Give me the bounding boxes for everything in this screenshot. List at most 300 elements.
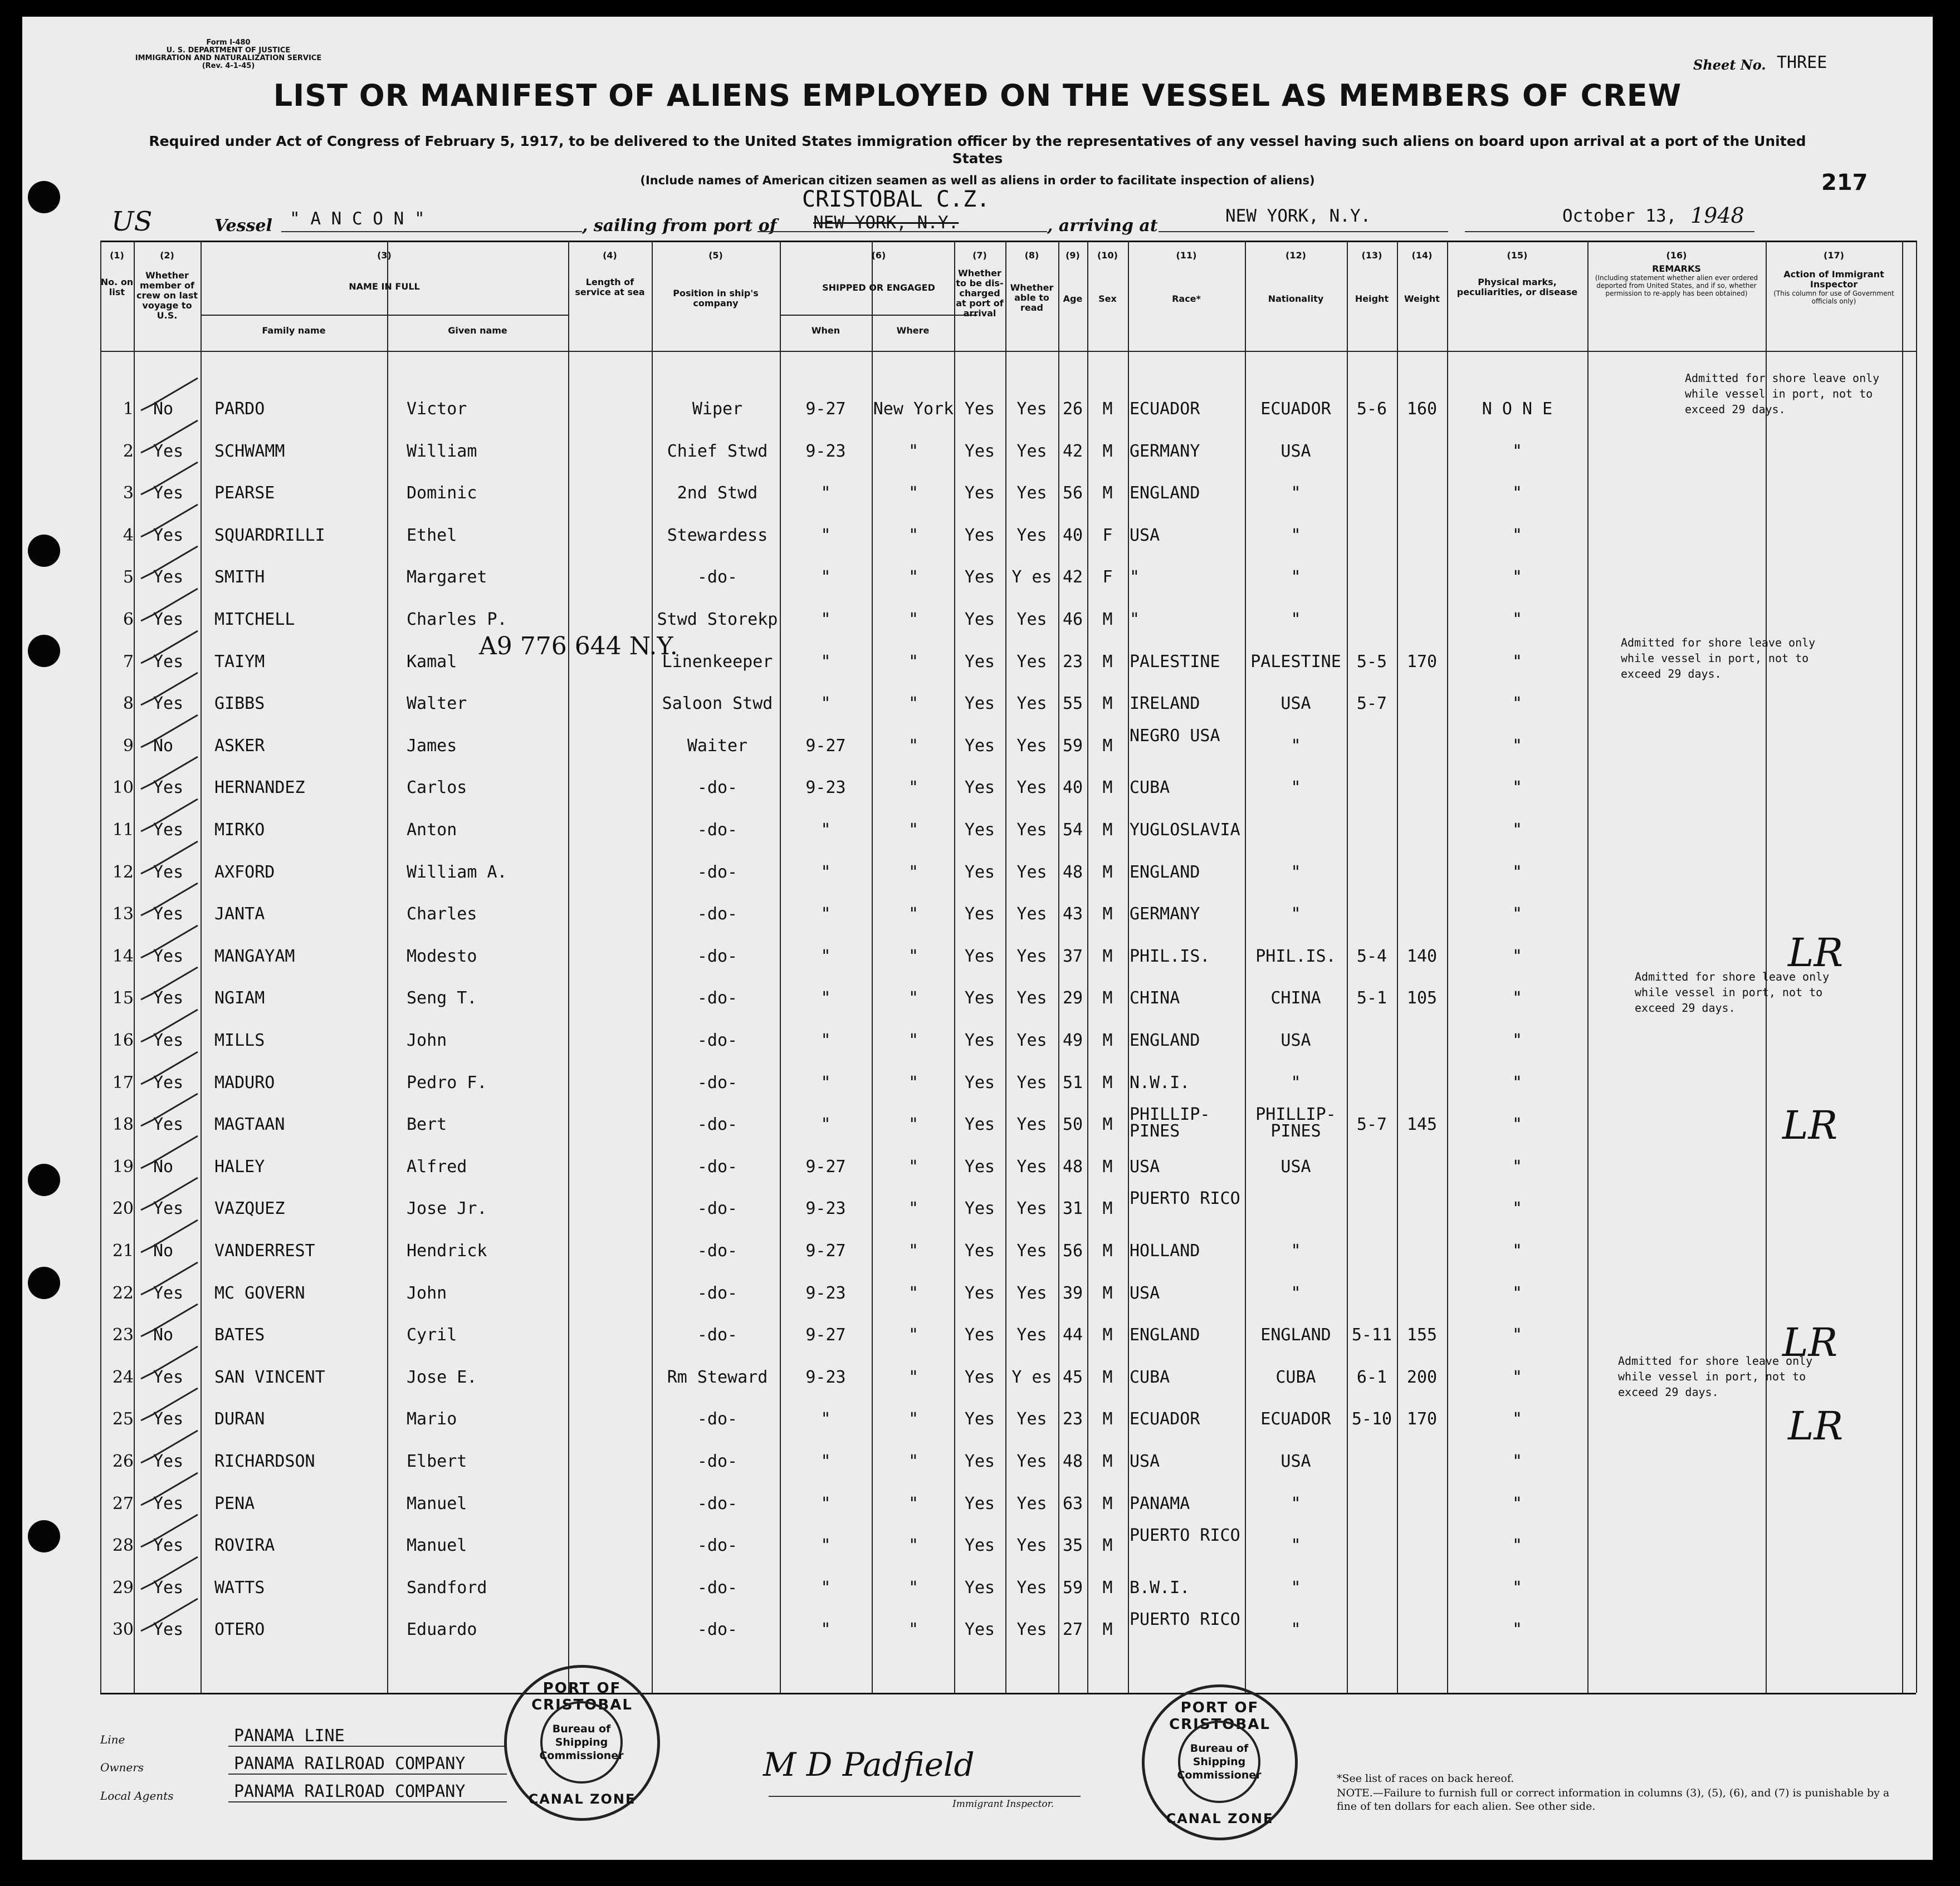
sex-cell: M <box>1102 483 1113 503</box>
prev-voyage-cell: Yes <box>153 1536 184 1556</box>
able-to-read-cell: Yes <box>1016 1241 1047 1261</box>
discharged-cell: Yes <box>964 1536 995 1556</box>
prev-voyage-cell: Yes <box>153 1493 184 1513</box>
punch-hole <box>28 635 60 667</box>
family-name-cell: MC GOVERN <box>214 1283 305 1303</box>
nationality-cell: USA <box>1280 1452 1311 1471</box>
check-mark <box>136 881 203 920</box>
col-header-where: Where <box>896 325 930 336</box>
shipped-when-cell: " <box>820 988 831 1008</box>
sex-cell: M <box>1102 1072 1113 1093</box>
position-cell: Saloon Stwd <box>662 694 773 714</box>
row-number: 26 <box>112 1452 134 1471</box>
physical-marks-cell: " <box>1512 820 1523 840</box>
age-cell: 35 <box>1062 1536 1083 1556</box>
position-cell: -do- <box>697 1409 738 1429</box>
family-name-cell: RICHARDSON <box>214 1452 315 1471</box>
shipped-when-cell: 9-23 <box>805 1367 846 1387</box>
able-to-read-cell: Yes <box>1016 1199 1047 1219</box>
row-number: 14 <box>112 946 134 966</box>
sailing-port-handwritten: CRISTOBAL C.Z. <box>802 187 990 212</box>
given-name-cell: Eduardo <box>407 1620 477 1640</box>
prev-voyage-cell: Yes <box>153 1283 184 1303</box>
shipped-where-cell: " <box>908 1072 919 1093</box>
shipped-when-cell: " <box>820 1409 831 1429</box>
physical-marks-cell: " <box>1512 651 1523 672</box>
position-cell: -do- <box>697 1493 738 1513</box>
discharged-cell: Yes <box>964 567 995 587</box>
family-name-cell: PEARSE <box>214 483 275 503</box>
sex-cell: M <box>1102 988 1113 1008</box>
race-cell: IRELAND <box>1130 694 1200 714</box>
col-header-position: (5) Position in ship's company <box>673 250 759 308</box>
weight-cell: 160 <box>1406 399 1438 419</box>
shipped-where-cell: " <box>908 610 919 629</box>
age-cell: 46 <box>1062 610 1083 629</box>
sex-cell: M <box>1102 1367 1113 1387</box>
age-cell: 26 <box>1062 399 1083 419</box>
row-number: 2 <box>123 441 134 461</box>
nationality-cell: " <box>1291 1072 1301 1093</box>
prev-voyage-cell: Yes <box>153 1620 184 1640</box>
weight-cell: 145 <box>1406 1115 1438 1135</box>
weight-cell: 155 <box>1406 1325 1438 1345</box>
col-header-given-name: Given name <box>448 325 507 336</box>
punch-hole <box>28 1164 60 1196</box>
age-cell: 45 <box>1062 1367 1083 1387</box>
family-name-cell: GIBBS <box>214 694 265 714</box>
sex-cell: M <box>1102 1325 1113 1345</box>
row-number: 23 <box>112 1325 134 1345</box>
given-name-cell: Elbert <box>407 1452 467 1471</box>
sex-cell: M <box>1102 1283 1113 1303</box>
given-name-cell: Manuel <box>407 1536 467 1556</box>
owners-label: Owners <box>100 1761 144 1774</box>
shipped-where-cell: " <box>908 1325 919 1345</box>
shipped-when-cell: 9-27 <box>805 736 846 756</box>
race-cell: ENGLAND <box>1130 1031 1200 1050</box>
height-cell: 5-10 <box>1351 1409 1392 1429</box>
race-cell: USA <box>1130 1157 1160 1177</box>
race-cell: NEGRO USA <box>1130 726 1220 746</box>
check-mark <box>136 839 203 878</box>
given-name-cell: Hendrick <box>407 1241 487 1261</box>
col-header-inspector-action: (17) Action of Immigrant Inspector (This column for use of Government officials only) <box>1773 250 1894 305</box>
position-cell: -do- <box>697 1072 738 1093</box>
shipped-where-cell: " <box>908 1157 919 1177</box>
shipped-where-cell: " <box>908 946 919 966</box>
service: IMMIGRATION AND NATURALIZATION SERVICE <box>135 54 322 62</box>
family-name-cell: MIRKO <box>214 820 265 840</box>
sex-cell: M <box>1102 694 1113 714</box>
physical-marks-cell: " <box>1512 736 1523 756</box>
check-mark <box>136 1007 203 1046</box>
able-to-read-cell: Yes <box>1016 694 1047 714</box>
able-to-read-cell: Yes <box>1016 736 1047 756</box>
physical-marks-cell: " <box>1512 525 1523 545</box>
physical-marks-cell: " <box>1512 1409 1523 1429</box>
row-number: 12 <box>112 862 134 882</box>
prev-voyage-cell: Yes <box>153 988 184 1008</box>
given-name-cell: Bert <box>407 1115 447 1135</box>
race-cell: PUERTO RICO <box>1130 1610 1240 1630</box>
nationality-cell: " <box>1291 1578 1301 1598</box>
height-cell: 5-11 <box>1351 1325 1392 1345</box>
nationality-cell: " <box>1291 610 1301 629</box>
check-mark <box>136 460 203 499</box>
family-name-cell: MANGAYAM <box>214 946 295 966</box>
nationality-cell: USA <box>1280 441 1311 461</box>
row-number: 8 <box>123 694 134 714</box>
check-mark <box>136 376 203 415</box>
physical-marks-cell: " <box>1512 1536 1523 1556</box>
shipped-when-cell: " <box>820 1452 831 1471</box>
col-header-when: When <box>811 325 840 336</box>
race-cell: USA <box>1130 1452 1160 1471</box>
family-name-cell: SCHWAMM <box>214 441 285 461</box>
position-cell: Waiter <box>687 736 748 756</box>
able-to-read-cell: Yes <box>1016 1409 1047 1429</box>
given-name-cell: Mario <box>407 1409 457 1429</box>
prev-voyage-cell: Yes <box>153 1409 184 1429</box>
physical-marks-cell: " <box>1512 1325 1523 1345</box>
shipped-where-cell: " <box>908 778 919 798</box>
race-cell: PUERTO RICO <box>1130 1526 1240 1546</box>
position-cell: Stewardess <box>667 525 768 545</box>
shipped-where-cell: " <box>908 1115 919 1135</box>
discharged-cell: Yes <box>964 1367 995 1387</box>
position-cell: -do- <box>697 778 738 798</box>
department: U. S. DEPARTMENT OF JUSTICE <box>166 46 291 55</box>
physical-marks-cell: " <box>1512 1072 1523 1093</box>
able-to-read-cell: Yes <box>1016 946 1047 966</box>
nationality-cell: " <box>1291 862 1301 882</box>
race-cell: HOLLAND <box>1130 1241 1200 1261</box>
position-cell: Stwd Storekp <box>657 610 778 629</box>
position-cell: -do- <box>697 1283 738 1303</box>
family-name-cell: HALEY <box>214 1157 265 1177</box>
height-cell: 5-1 <box>1356 988 1387 1008</box>
age-cell: 56 <box>1062 1241 1083 1261</box>
able-to-read-cell: Yes <box>1016 483 1047 503</box>
shipped-when-cell: " <box>820 1536 831 1556</box>
line-value: PANAMA LINE <box>234 1726 345 1746</box>
physical-marks-cell: " <box>1512 1452 1523 1471</box>
punch-hole <box>28 1267 60 1299</box>
port-stamp: PORT OF CRISTOBAL Bureau of Shipping Commissioner CANAL ZONE <box>1142 1684 1298 1840</box>
discharged-cell: Yes <box>964 1072 995 1093</box>
family-name-cell: ROVIRA <box>214 1536 275 1556</box>
family-name-cell: MADURO <box>214 1072 275 1093</box>
page-title: LIST OR MANIFEST OF ALIENS EMPLOYED ON THE VESSEL AS MEMBERS OF CREW <box>273 78 1682 113</box>
family-name-cell: DURAN <box>214 1409 265 1429</box>
arriving-port: NEW YORK, N.Y. <box>1225 206 1371 226</box>
able-to-read-cell: Yes <box>1016 1620 1047 1640</box>
check-mark <box>136 1302 203 1341</box>
physical-marks-cell: " <box>1512 441 1523 461</box>
remark-shore-leave: Admitted for shore leave only while vessel in port, not to exceed 29 days. <box>1621 636 1816 680</box>
able-to-read-cell: Yes <box>1016 1536 1047 1556</box>
nationality-cell: " <box>1291 736 1301 756</box>
family-name-cell: SQUARDRILLI <box>214 525 325 545</box>
physical-marks-cell: " <box>1512 1620 1523 1640</box>
age-cell: 23 <box>1062 651 1083 672</box>
sex-cell: M <box>1102 1115 1113 1135</box>
able-to-read-cell: Yes <box>1016 1325 1047 1345</box>
sex-cell: M <box>1102 1536 1113 1556</box>
able-to-read-cell: Yes <box>1016 820 1047 840</box>
sex-cell: M <box>1102 1241 1113 1261</box>
shipped-where-cell: " <box>908 1493 919 1513</box>
sex-cell: M <box>1102 1157 1113 1177</box>
family-name-cell: MITCHELL <box>214 610 295 629</box>
sex-cell: M <box>1102 651 1113 672</box>
discharged-cell: Yes <box>964 1157 995 1177</box>
given-name-cell: William <box>407 441 477 461</box>
inspector-signature: M D Padfield <box>763 1746 975 1784</box>
physical-marks-cell: " <box>1512 567 1523 587</box>
position-cell: -do- <box>697 1115 738 1135</box>
given-name-cell: William A. <box>407 862 507 882</box>
col-header-no: (1) No. on list <box>100 250 134 297</box>
height-cell: 5-6 <box>1356 399 1387 419</box>
position-cell: -do- <box>697 1241 738 1261</box>
age-cell: 23 <box>1062 1409 1083 1429</box>
age-cell: 48 <box>1062 862 1083 882</box>
shipped-where-cell: " <box>908 651 919 672</box>
shipped-when-cell: " <box>820 610 831 629</box>
age-cell: 42 <box>1062 441 1083 461</box>
sex-cell: F <box>1102 525 1113 545</box>
shipped-where-cell: " <box>908 1536 919 1556</box>
discharged-cell: Yes <box>964 1241 995 1261</box>
prev-voyage-cell: Yes <box>153 778 184 798</box>
row-number: 30 <box>112 1620 134 1640</box>
discharged-cell: Yes <box>964 904 995 924</box>
family-name-cell: HERNANDEZ <box>214 778 305 798</box>
row-number: 9 <box>123 736 134 756</box>
prev-voyage-cell: Yes <box>153 525 184 545</box>
physical-marks-cell: " <box>1512 1367 1523 1387</box>
arrival-date: October 13, <box>1562 206 1677 226</box>
col-header-nationality: (12) Nationality <box>1268 250 1324 304</box>
shipped-where-cell: " <box>908 820 919 840</box>
check-mark <box>136 1386 203 1425</box>
subtitle-note: (Include names of American citizen seamen as well as aliens in order to facilitate inspection of aliens) <box>640 174 1315 187</box>
prev-voyage-cell: Yes <box>153 1452 184 1471</box>
nationality-cell: " <box>1291 1283 1301 1303</box>
inspector-initials: LR <box>1788 1403 1844 1449</box>
family-name-cell: OTERO <box>214 1620 265 1640</box>
shipped-when-cell: " <box>820 820 831 840</box>
sex-cell: M <box>1102 778 1113 798</box>
shipped-when-cell: 9-27 <box>805 1241 846 1261</box>
physical-marks-cell: " <box>1512 1115 1523 1135</box>
discharged-cell: Yes <box>964 1031 995 1050</box>
row-number: 13 <box>112 904 134 924</box>
prev-voyage-cell: Yes <box>153 567 184 587</box>
check-mark <box>136 923 203 962</box>
able-to-read-cell: Yes <box>1016 1072 1047 1093</box>
position-cell: -do- <box>697 1157 738 1177</box>
family-name-cell: WATTS <box>214 1578 265 1598</box>
col-header-prev-voyage: (2) Whether member of crew on last voyage to U.S. <box>136 250 198 321</box>
position-cell: Wiper <box>692 399 743 419</box>
check-mark <box>136 797 203 836</box>
physical-marks-cell: " <box>1512 988 1523 1008</box>
position-cell: -do- <box>697 567 738 587</box>
able-to-read-cell: Y es <box>1011 1367 1052 1387</box>
prev-voyage-cell: Yes <box>153 1031 184 1050</box>
shipped-where-cell: " <box>908 1367 919 1387</box>
remark-shore-leave: Admitted for shore leave only while vessel in port, not to exceed 29 days. <box>1618 1354 1813 1399</box>
discharged-cell: Yes <box>964 1578 995 1598</box>
shipped-where-cell: " <box>908 1620 919 1640</box>
form-number: Form I-480 <box>206 38 251 47</box>
sex-cell: M <box>1102 1199 1113 1219</box>
sex-cell: M <box>1102 946 1113 966</box>
able-to-read-cell: Yes <box>1016 988 1047 1008</box>
inspector-initials: LR <box>1782 1103 1838 1148</box>
col-header-discharged: (7) Whether to be dis-charged at port of arrival <box>956 250 1004 319</box>
prev-voyage-cell: Yes <box>153 694 184 714</box>
given-name-cell: Walter <box>407 694 467 714</box>
nationality-cell: " <box>1291 1241 1301 1261</box>
race-cell: CUBA <box>1130 1367 1170 1387</box>
physical-marks-cell: " <box>1512 1157 1523 1177</box>
shipped-when-cell: 9-23 <box>805 1199 846 1219</box>
check-mark <box>136 1218 203 1257</box>
shipped-where-cell: " <box>908 1578 919 1598</box>
row-number: 20 <box>112 1199 134 1219</box>
col-header-weight: (14) Weight <box>1404 250 1440 304</box>
sex-cell: M <box>1102 1452 1113 1471</box>
shipped-when-cell: 9-27 <box>805 1157 846 1177</box>
sex-cell: F <box>1102 567 1113 587</box>
able-to-read-cell: Yes <box>1016 1115 1047 1135</box>
position-cell: -do- <box>697 1031 738 1050</box>
manifest-page <box>22 17 1933 1860</box>
shipped-when-cell: " <box>820 567 831 587</box>
penalty-note: NOTE.—Failure to furnish full or correct information in columns (3), (5), (6), and (7) is punishable by a fine of ten dollars for each alien. See other side. <box>1337 1787 1890 1812</box>
position-cell: -do- <box>697 862 738 882</box>
able-to-read-cell: Yes <box>1016 862 1047 882</box>
physical-marks-cell: " <box>1512 1241 1523 1261</box>
race-cell: N.W.I. <box>1130 1072 1190 1093</box>
race-cell: PHIL.IS. <box>1130 946 1210 966</box>
check-mark <box>136 1596 203 1635</box>
given-name-cell: Pedro F. <box>407 1072 487 1093</box>
discharged-cell: Yes <box>964 946 995 966</box>
page-number: 217 <box>1821 170 1868 195</box>
col-header-physical-marks: (15) Physical marks, peculiarities, or disease <box>1456 250 1578 297</box>
given-name-cell: Modesto <box>407 946 477 966</box>
row-number: 28 <box>112 1536 134 1556</box>
discharged-cell: Yes <box>964 1493 995 1513</box>
given-name-cell: John <box>407 1283 447 1303</box>
check-mark <box>136 1091 203 1130</box>
position-cell: Rm Steward <box>667 1367 768 1387</box>
given-name-cell: Jose E. <box>407 1367 477 1387</box>
row-number: 15 <box>112 988 134 1008</box>
prev-voyage-cell: Yes <box>153 1199 184 1219</box>
shipped-when-cell: " <box>820 904 831 924</box>
nationality-cell: " <box>1291 567 1301 587</box>
revision: (Rev. 4-1-45) <box>202 62 255 70</box>
height-cell: 5-5 <box>1356 651 1387 672</box>
check-mark <box>136 713 203 752</box>
able-to-read-cell: Yes <box>1016 1157 1047 1177</box>
nationality-cell: " <box>1291 1620 1301 1640</box>
discharged-cell: Yes <box>964 1325 995 1345</box>
race-cell: PHILLIP- PINES <box>1130 1105 1210 1142</box>
discharged-cell: Yes <box>964 736 995 756</box>
row-number: 7 <box>123 651 134 672</box>
family-name-cell: JANTA <box>214 904 265 924</box>
check-mark <box>136 1344 203 1383</box>
prev-voyage-cell: Yes <box>153 904 184 924</box>
race-cell: USA <box>1130 1283 1160 1303</box>
age-cell: 27 <box>1062 1620 1083 1640</box>
physical-marks-cell: " <box>1512 946 1523 966</box>
shipped-when-cell: " <box>820 483 831 503</box>
check-mark <box>136 755 203 793</box>
discharged-cell: Yes <box>964 651 995 672</box>
family-name-cell: SAN VINCENT <box>214 1367 325 1387</box>
discharged-cell: Yes <box>964 778 995 798</box>
able-to-read-cell: Yes <box>1016 1452 1047 1471</box>
race-cell: " <box>1130 567 1140 587</box>
sex-cell: M <box>1102 610 1113 629</box>
weight-cell: 170 <box>1406 1409 1438 1429</box>
prev-voyage-cell: No <box>153 399 174 419</box>
alien-registration-note: A9 776 644 N.Y. <box>479 632 678 660</box>
sailing-label: , sailing from port of <box>582 216 777 236</box>
given-name-cell: Dominic <box>407 483 477 503</box>
weight-cell: 170 <box>1406 651 1438 672</box>
nationality-cell: " <box>1291 483 1301 503</box>
row-number: 4 <box>123 525 134 545</box>
age-cell: 37 <box>1062 946 1083 966</box>
shipped-where-cell: " <box>908 1409 919 1429</box>
prev-voyage-cell: No <box>153 1157 174 1177</box>
position-cell: 2nd Stwd <box>677 483 758 503</box>
prev-voyage-cell: Yes <box>153 651 184 672</box>
shipped-where-cell: New York <box>873 399 954 419</box>
prev-voyage-cell: Yes <box>153 610 184 629</box>
prev-voyage-cell: Yes <box>153 1367 184 1387</box>
age-cell: 42 <box>1062 567 1083 587</box>
position-cell: Linenkeeper <box>662 651 773 672</box>
check-mark <box>136 1471 203 1513</box>
subtitle: Required under Act of Congress of February 5, 1917, to be delivered to the United States immigration officer by the representatives of any vessel having such aliens on board upon arrival at a port of the United States <box>149 133 1806 166</box>
row-number: 21 <box>112 1241 134 1261</box>
shipped-where-cell: " <box>908 567 919 587</box>
vessel-label: Vessel <box>214 216 272 236</box>
agents-label: Local Agents <box>100 1789 174 1802</box>
prev-voyage-cell: Yes <box>153 483 184 503</box>
discharged-cell: Yes <box>964 1409 995 1429</box>
height-cell: 5-7 <box>1356 1115 1387 1135</box>
given-name-cell: Manuel <box>407 1493 467 1513</box>
age-cell: 48 <box>1062 1157 1083 1177</box>
sailing-port-struck: NEW YORK, N.Y. <box>813 213 959 233</box>
physical-marks-cell: " <box>1512 778 1523 798</box>
position-cell: -do- <box>697 904 738 924</box>
sex-cell: M <box>1102 1031 1113 1050</box>
shipped-where-cell: " <box>908 1452 919 1471</box>
race-note: *See list of races on back hereof. <box>1337 1772 1514 1785</box>
